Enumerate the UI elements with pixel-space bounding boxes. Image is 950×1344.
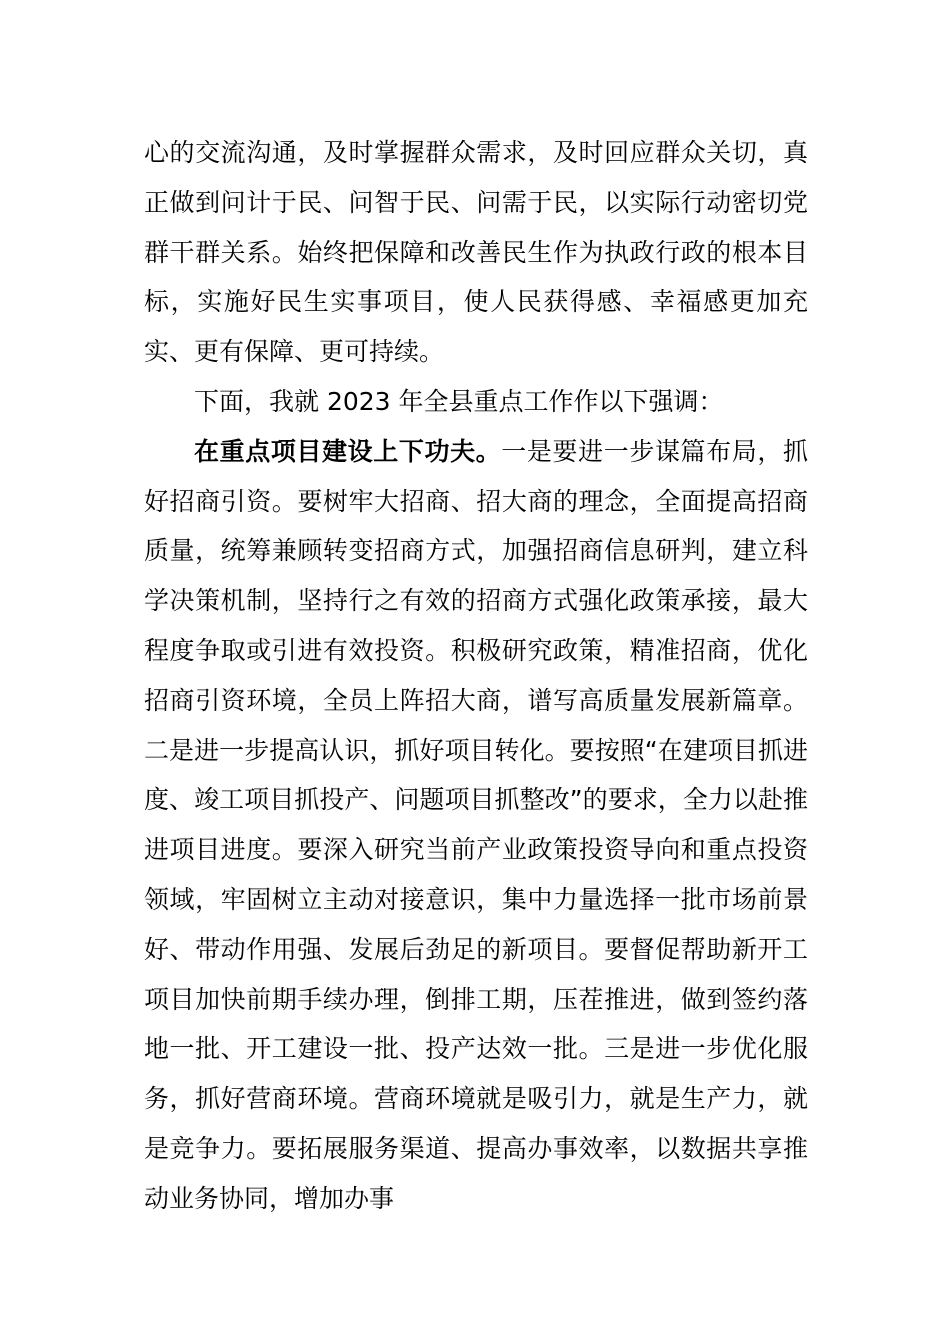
section-body: 一是要进一步谋篇布局，抓好招商引资。要树牢大招商、招大商的理念，全面提高招商质量，统筹兼顾转变招商方式，加强招商信息研判，建立科学决策机制，坚持行之有效的招商方式强化政策承接，最大程度争取或引进有效投资。积极研究政策，精准招商，优化招商引资环境，全员上阵招大商，谱写高质量发展新篇章。二是进一步提高认识，抓好项目转化。要按照“在建项目抓进度、竣工项目抓投产、问题项目抓整改”的要求，全力以赴推进项目进度。要深入研究当前产业政策投资导向和重点投资领域，牢固树立主动对接意识，集中力量选择一批市场前景好、带动作用强、发展后劲足的新项目。要督促帮助新开工项目加快前期手续办理，倒排工期，压茬推进，做到签约落地一批、开工建设一批、投产达效一批。三是进一步优化服务，抓好营商环境。营商环境就是吸引力，就是生产力，就是竞争力。要拓展服务渠道、提高办事效率，以数据共享推动业务协同，增加办事 xyxy=(144,436,808,1213)
paragraph-continuation: 心的交流沟通，及时掌握群众需求，及时回应群众关切，真正做到问计于民、问智于民、问需于民，以实际行动密切党群干群关系。始终把保障和改善民生作为执政行政的根本目标，实施好民生实事项目，使人民获得感、幸福感更加充实、更有保障、更可持续。 xyxy=(144,138,808,367)
paragraph-intro: 下面，我就 2023 年全县重点工作作以下强调： xyxy=(194,386,724,416)
section-heading: 在重点项目建设上下功夫。 xyxy=(194,436,502,466)
document-body xyxy=(144,128,808,1224)
paragraph-key-projects xyxy=(144,427,808,1224)
